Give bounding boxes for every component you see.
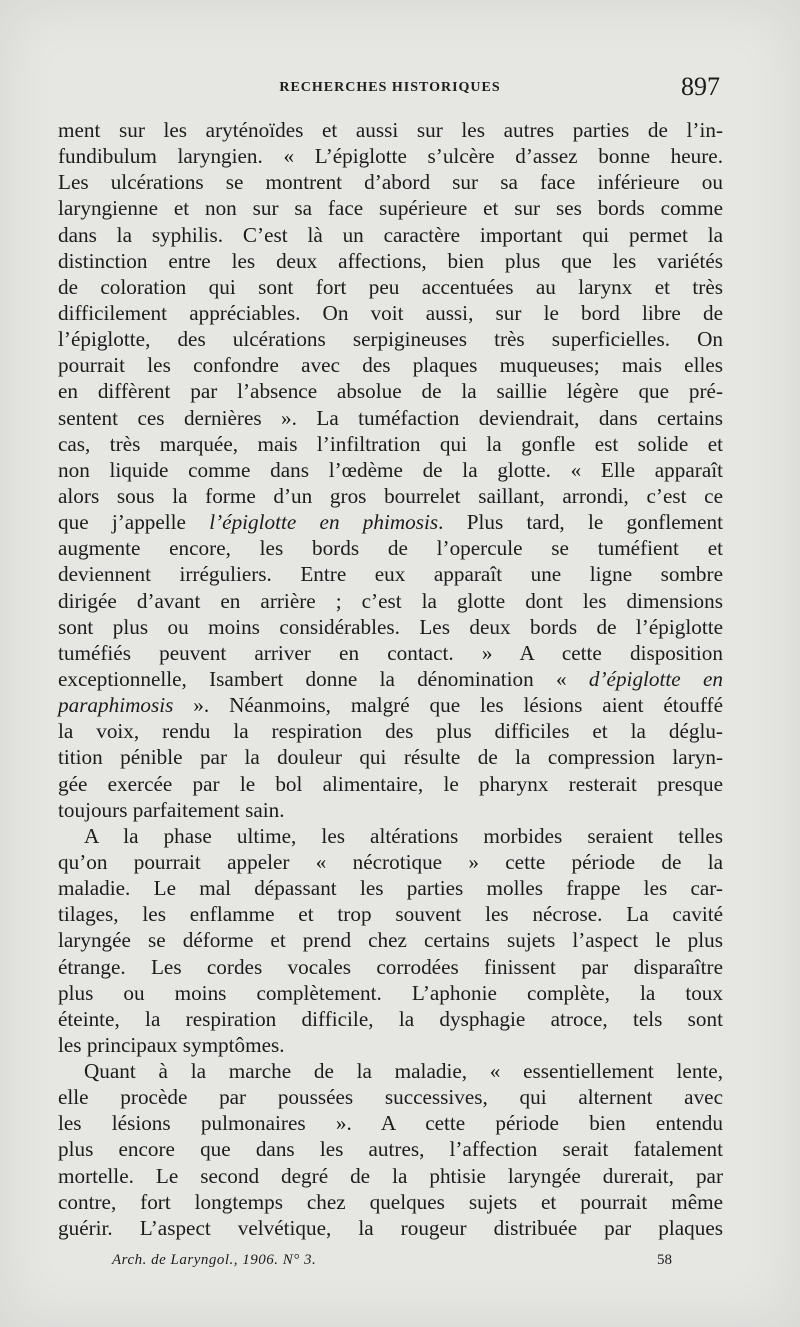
text-line: tilages, les enflamme et trop souvent les nécrose. La cavité (58, 902, 723, 927)
running-title: RECHERCHES HISTORIQUES (279, 80, 501, 95)
body-text (58, 117, 723, 1241)
text-line: guérir. L’aspect velvétique, la rougeur distribuée par plaques (58, 1215, 723, 1240)
text-line: toujours parfaitement sain. (58, 797, 285, 822)
text-line: dirigée d’avant en arrière ; c’est la glotte dont les dimensions (58, 588, 723, 613)
text-line: dans la syphilis. C’est là un caractère important qui permet la (58, 222, 723, 247)
text-line: exceptionnelle, Isambert donne la dénomination « d’épiglotte en (58, 666, 723, 691)
text-line: tition pénible par la douleur qui résulte de la compression laryn- (58, 745, 723, 770)
italic-term: d’épiglotte en (588, 666, 723, 691)
text-line: Quant à la marche de la maladie, « essentiellement lente, (84, 1059, 723, 1084)
text-line: contre, fort longtemps chez quelques sujets et pourrait même (58, 1189, 723, 1214)
text-line: plus ou moins complètement. L’aphonie complète, la toux (58, 980, 723, 1005)
footer-source: Arch. de Laryngol., 1906. N° 3. (112, 1252, 317, 1268)
text-line: elle procède par poussées successives, qui alternent avec (58, 1085, 723, 1110)
text-line: A la phase ultime, les altérations morbides seraient telles (84, 823, 723, 848)
text-line: deviennent irréguliers. Entre eux apparaît une ligne sombre (58, 562, 723, 587)
signature-mark: 58 (657, 1252, 672, 1268)
text-line: les lésions pulmonaires ». A cette période bien entendu (58, 1111, 723, 1136)
text-line: laryngienne et non sur sa face supérieure et sur ses bords comme (58, 196, 723, 221)
text-line: maladie. Le mal dépassant les parties molles frappe les car- (58, 876, 723, 901)
text-line: étrange. Les cordes vocales corrodées finissent par disparaître (58, 954, 723, 979)
text-line: de coloration qui sont fort peu accentuées au larynx et très (58, 274, 723, 299)
text-line: Les ulcérations se montrent d’abord sur sa face inférieure ou (58, 170, 723, 195)
text-line: que j’appelle l’épiglotte en phimosis. Plus tard, le gonflement (58, 510, 723, 535)
text-line: plus encore que dans les autres, l’affection serait fatalement (58, 1137, 723, 1162)
page-footer (112, 1252, 672, 1276)
text-line: pourrait les confondre avec des plaques muqueuses; mais elles (58, 353, 723, 378)
text-line: mortelle. Le second degré de la phtisie laryngée durerait, par (58, 1163, 723, 1188)
text-line: les principaux symptômes. (58, 1032, 285, 1057)
text-line: gée exercée par le bol alimentaire, le pharynx resterait presque (58, 771, 723, 796)
text-line: fundibulum laryngien. « L’épiglotte s’ulcère d’assez bonne heure. (58, 144, 723, 169)
text-line: cas, très marquée, mais l’infiltration qui la gonfle est solide et (58, 431, 723, 456)
text-line: laryngée se déforme et prend chez certains sujets l’aspect le plus (58, 928, 723, 953)
italic-term: l’épiglotte en phimosis (209, 510, 439, 535)
text-line: tuméfiés peuvent arriver en contact. » A cette disposition (58, 640, 723, 665)
text-line: en diffèrent par l’absence absolue de la saillie légère que pré- (58, 379, 723, 404)
text-line: sentent ces dernières ». La tuméfaction deviendrait, dans certains (58, 405, 723, 430)
text-line: l’épiglotte, des ulcérations serpigineuses très superficielles. On (58, 327, 723, 352)
text-line: sont plus ou moins considérables. Les deux bords de l’épiglotte (58, 614, 723, 639)
text-line: paraphimosis ». Néanmoins, malgré que les lésions aient étouffé (58, 693, 723, 718)
text-line: difficilement appréciables. On voit aussi, sur le bord libre de (58, 300, 723, 325)
page-header (60, 70, 720, 110)
text-line: éteinte, la respiration difficile, la dysphagie atroce, tels sont (58, 1006, 723, 1031)
text-line: non liquide comme dans l’œdème de la glotte. « Elle apparaît (58, 457, 723, 482)
text-line: alors sous la forme d’un gros bourrelet saillant, arrondi, c’est ce (58, 483, 723, 508)
text-line: qu’on pourrait appeler « nécrotique » cette période de la (58, 849, 723, 874)
text-line: ment sur les aryténoïdes et aussi sur les autres parties de l’in- (58, 118, 723, 142)
text-line: la voix, rendu la respiration des plus difficiles et la déglu- (58, 719, 723, 744)
italic-term: paraphimosis (58, 693, 174, 718)
text-line: augmente encore, les bords de l’opercule se tuméfient et (58, 536, 723, 561)
text-line: distinction entre les deux affections, bien plus que les variétés (58, 248, 723, 273)
page-number: 897 (681, 72, 720, 101)
